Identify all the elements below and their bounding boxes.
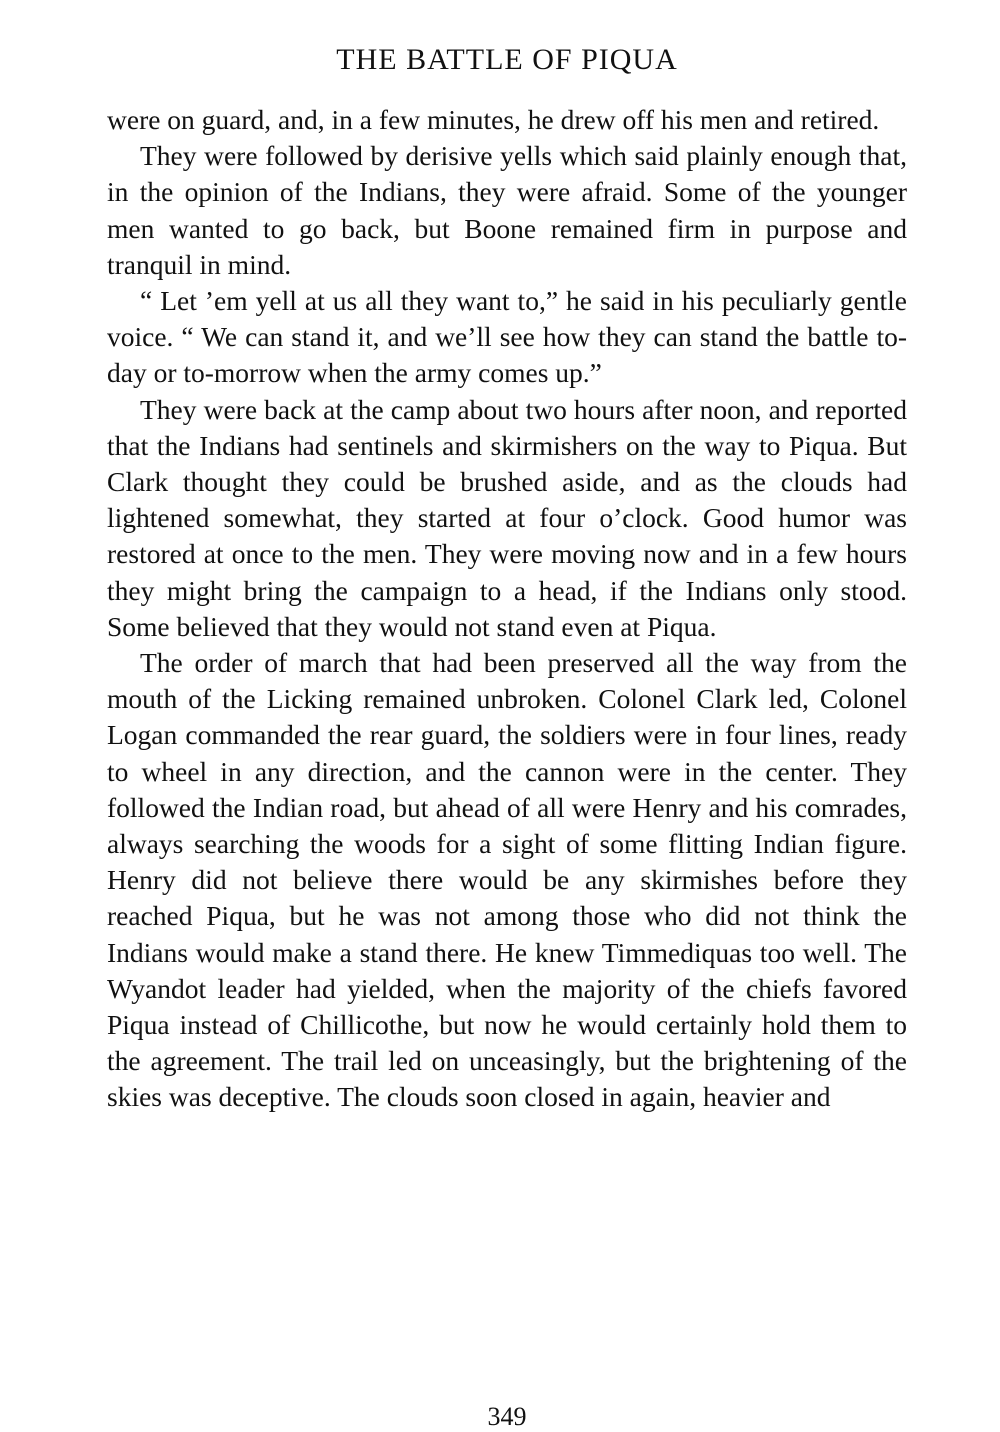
paragraph-boone-quote: “ Let ’em yell at us all they want to,” he said in his peculiarly gentle voice. “ We can stand it, and we’ll see how they can stand the battle to-day or to-morrow when the army comes up.” bbox=[107, 285, 907, 389]
paragraph-order-of-march: The order of march that had been preserved all the way from the mouth of the Licking remained unbroken. Colonel Clark led, Colonel Logan commanded the rear guard, the soldiers were in four lines, ready to wheel in any direction, and the cannon were in the center. They followed the Indian road, but ahead of all were Henry and his comrades, always searching the woods for a sight of some flitting Indian figure. Henry did not believe there would be any skirmishes before they reached Piqua, but he was not among those who did not think the Indians would make a stand there. He knew Timmediquas too well. The Wyandot leader had yielded, when the majority of the chiefs favored Piqua instead of Chillicothe, but now he would certainly hold them to the agreement. The trail led on unceasingly, but the brightening of the skies was deceptive. The clouds soon closed in again, heavier and bbox=[107, 647, 907, 1113]
running-head: THE BATTLE OF PIQUA bbox=[336, 43, 678, 76]
paragraph-continued: were on guard, and, in a few minutes, he drew off his men and retired. bbox=[107, 104, 880, 135]
book-page bbox=[107, 40, 907, 1431]
page-number: 349 bbox=[487, 1402, 527, 1431]
paragraph-derisive-yells: They were followed by derisive yells which said plainly enough that, in the opinion of the Indians, they were afraid. Some of the younger men wanted to go back, but Boone remained firm in purpose and tranquil in mind. bbox=[107, 140, 907, 280]
paragraph-return-to-camp: They were back at the camp about two hours after noon, and reported that the Indians had sentinels and skirmishers on the way to Piqua. But Clark thought they could be brushed aside, and as the clouds had lightened somewhat, they started at four o’clock. Good humor was restored at once to the men. They were moving now and in a few hours they might bring the campaign to a head, if the Indians only stood. Some believed that they would not stand even at Piqua. bbox=[107, 393, 907, 642]
